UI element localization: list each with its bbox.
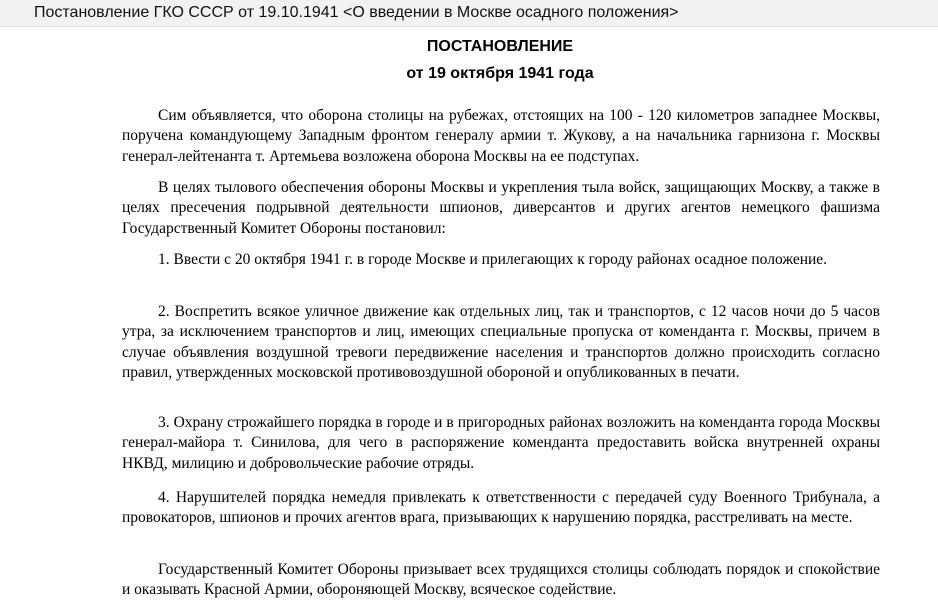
document-body [0, 27, 938, 603]
paragraph-intro: Сим объявляется, что оборона столицы на рубежах, отстоящих на 100 - 120 километров западнее Москвы, поручена командующему Западным фронтом генералу армии т. Жукову, а на начальника гарнизона г. Москвы генерал-лейтенанта т. Артемьева возложена оборона Москвы на ее подступах. [122, 107, 880, 165]
paragraph-item-3: 3. Охрану строжайшего порядка в городе и в пригородных районах возложить на коменданта города Москвы генерал-майора т. Синилова, для чего в распоряжение коменданта предоставить войска внутренней охраны НКВД, милицию и добровольческие рабочие отряды. [122, 414, 880, 472]
window-title: Постановление ГКО СССР от 19.10.1941 <О введении в Москве осадного положения> [34, 4, 679, 21]
title-bar [0, 0, 938, 27]
document-heading: ПОСТАНОВЛЕНИЕ [426, 38, 574, 55]
paragraph-appeal: Государственный Комитет Обороны призывает всех трудящихся столицы соблюдать порядок и спокойствие и оказывать Красной Армии, обороняющей Москву, всяческое содействие. [122, 561, 880, 599]
paragraph-preamble: В целях тылового обеспечения обороны Москвы и укрепления тыла войск, защищающих Москву, а также в целях пресечения подрывной деятельности шпионов, диверсантов и других агентов немецкого фашизма Государственный Комитет Обороны постановил: [122, 179, 880, 237]
paragraph-item-1: 1. Ввести с 20 октября 1941 г. в городе Москве и прилегающих к городу районах осадное положение. [158, 251, 828, 268]
paragraph-item-2: 2. Воспретить всякое уличное движение как отдельных лиц, так и транспортов, с 12 часов ночи до 5 часов утра, за исключением транспортов и лиц, имеющих специальные пропуска от коменданта г. Москвы, причем в случае объявления воздушной тревоги передвижение населения и транспортов должно происходить согласно правил, утвержденных московской противовоздушной обороной и опубликованных в печати. [122, 303, 880, 382]
document-date-line: от 19 октября 1941 года [406, 65, 594, 82]
paragraph-item-4: 4. Нарушителей порядка немедля привлекать к ответственности с передачей суду Военного Трибунала, а провокаторов, шпионов и прочих агентов врага, призывающих к нарушению порядка, расстреливать на месте. [122, 489, 880, 527]
